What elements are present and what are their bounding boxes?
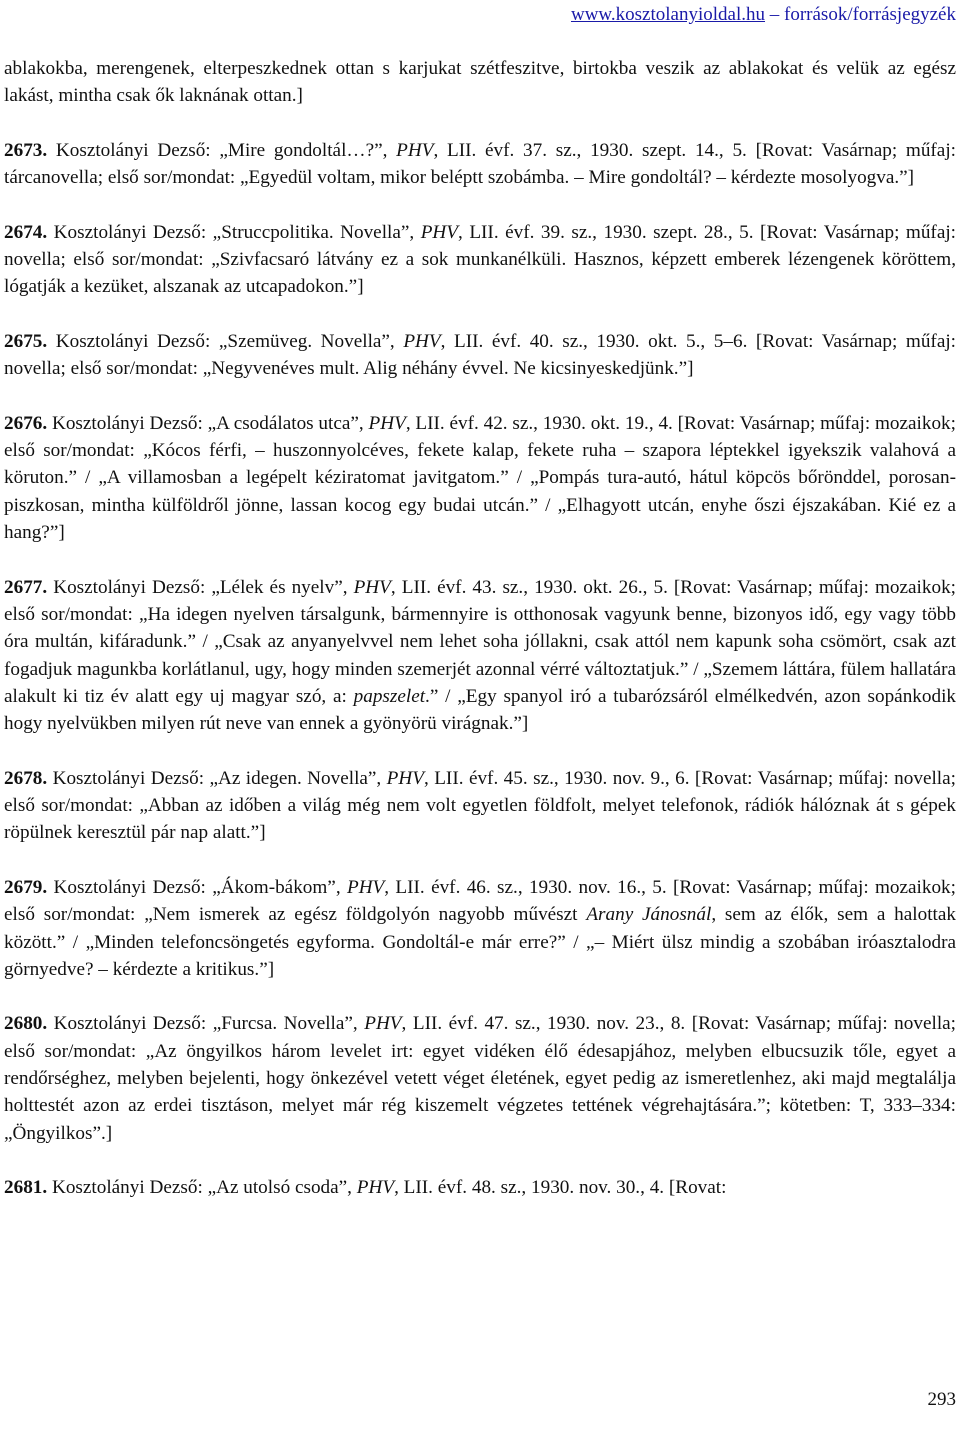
entry-number: 2676. — [4, 412, 48, 434]
entry-2679 — [4, 874, 956, 983]
journal-abbrev: PHV — [353, 576, 391, 598]
entry-text: , LII. évf. 46. sz., 1930. nov. 16., 5. [Rovat: Vasárnap; műfaj: mozaikok; első sor/mondat: „Nem ismerek az egész földgolyón nagyobb művészt — [4, 876, 956, 926]
entry-text: Kosztolányi Dezső: „A csodálatos utca”, — [47, 412, 369, 434]
entry-2677 — [4, 574, 956, 738]
section-title: források/forrásjegyzék — [784, 4, 956, 25]
entry-text: Kosztolányi Dezső: „Ákom-bákom”, — [47, 876, 347, 898]
entry-text: , LII. évf. 47. sz., 1930. nov. 23., 8. [Rovat: Vasárnap; műfaj: novella; első sor/mondat: „Az öngyilkos három levelet irt: egyet vidéken élő édesapjához, melyben elbucsuzik tőle, egyet a rendőrséghez, melyben bejelenti, hogy önkezével vetett véget életének, egyet pedig az ismeretlenhez, aki majd megtalálja holttestét azon az erdei tisztáson, melyet már rég kiszemelt végzetes tettének végrehajtására.”; kötetben: T, 333–334: „Öngyilkos”.] — [4, 1013, 956, 1144]
entry-number: 2681. — [4, 1177, 48, 1199]
entry-2678 — [4, 765, 956, 847]
entry-number: 2675. — [4, 330, 48, 352]
entry-2673 — [4, 137, 956, 192]
entry-2681 — [4, 1174, 956, 1201]
journal-abbrev: PHV — [364, 1013, 402, 1035]
journal-abbrev: PHV — [396, 139, 434, 161]
header-separator: – — [769, 4, 780, 25]
journal-abbrev: PHV — [356, 1177, 395, 1199]
italic-name: Arany Jánosnál — [586, 904, 712, 926]
entry-number: 2673. — [4, 139, 48, 161]
entry-text: , LII. évf. 43. sz., 1930. okt. 26., 5. [Rovat: Vasárnap; műfaj: mozaikok; első sor/mondat: „Ha idegen nyelven társalgunk, bármennyire is otthonosak vagyunk benne, bizonyos idő, egy vagy több óra multán, kifáradunk.” / „Csak az anyanyelvvel nem lehet soha jóllakni, csak attól nem kapunk soha csömört, csak azt fogadjuk magunkba korlátlanul, ugy, hogy minden szemerjét azonnal vérré változtatjuk.” / „Szemem láttára, fülem hallatára alakult ki tiz év alatt egy uj magyar szó, a: — [4, 576, 956, 707]
entry-text: Kosztolányi Dezső: „Szemüveg. Novella”, — [47, 330, 404, 352]
journal-abbrev: PHV — [386, 767, 424, 789]
entry-text: , LII. évf. 37. sz., 1930. szept. 14., 5. [Rovat: Vasárnap; műfaj: tárcanovella; első sor/mondat: „Egyedül voltam, mikor beléptt szobámba. – Mire gondoltál? – kérdezte mosolyogva.”] — [4, 139, 956, 189]
entry-number: 2674. — [4, 221, 48, 243]
entry-number: 2678. — [4, 767, 48, 789]
entry-text: , LII. évf. 40. sz., 1930. okt. 5., 5–6. [Rovat: Vasárnap; műfaj: novella; első sor/mondat: „Negyvenéves mult. Alig néhány évvel. Ne kicsinyeskedjünk.”] — [4, 330, 957, 380]
entry-number: 2677. — [4, 576, 48, 598]
page-header — [571, 2, 956, 28]
entry-2675 — [4, 328, 956, 383]
entry-number: 2679. — [4, 876, 48, 898]
entry-text: .” / „Egy spanyol iró a tubarózsáról elmélkedvén, azon sopánkodik hogy nyelvükben milyen rút neve van ennek a gyönyörü virágnak.”] — [4, 685, 956, 735]
entry-2674 — [4, 219, 956, 301]
entry-number: 2680. — [4, 1013, 48, 1035]
journal-abbrev: PHV — [346, 876, 385, 898]
italic-word: papszelet — [353, 685, 426, 707]
entry-text: , LII. évf. 45. sz., 1930. nov. 9., 6. [Rovat: Vasárnap; műfaj: novella; első sor/mondat: „Abban az időben a világ még nem volt egyetlen földfolt, melyet telefonok, rádiók hálóznak át s gépek röpülnek keresztül pár nap alatt.”] — [4, 767, 956, 844]
entry-text: Kosztolányi Dezső: „Mire gondoltál…?”, — [47, 139, 397, 161]
entry-text: , LII. évf. 48. sz., 1930. nov. 30., 4. [Rovat: — [394, 1177, 727, 1199]
site-link[interactable]: www.kosztolanyioldal.hu — [570, 4, 766, 25]
entry-text: , sem az élők, sem a halottak között.” / „Minden telefoncsöngetés egyforma. Gondoltál-e már erre?” / „– Miért ülsz mindig a szobában iróasztalodra görnyedve? – kérdezte a kritikus.”] — [4, 904, 956, 980]
entry-text: Kosztolányi Dezső: „Lélek és nyelv”, — [47, 576, 354, 598]
entry-text: Kosztolányi Dezső: „Az utolsó csoda”, — [47, 1177, 357, 1199]
entry-text: Kosztolányi Dezső: „Struccpolitika. Novella”, — [47, 221, 421, 243]
page-number: 293 — [927, 1389, 956, 1410]
entry-text: Kosztolányi Dezső: „Furcsa. Novella”, — [47, 1013, 365, 1035]
entry-2680 — [4, 1010, 956, 1146]
entry-text: Kosztolányi Dezső: „Az idegen. Novella”, — [47, 767, 387, 789]
journal-abbrev: PHV — [403, 330, 441, 352]
journal-abbrev: PHV — [420, 221, 459, 243]
entry-text: , LII. évf. 39. sz., 1930. szept. 28., 5. [Rovat: Vasárnap; műfaj: novella; első sor/mondat: „Szivfacsaró látvány ez a sok munkanélküli. Hasznos, képzett emberek lézengenek köröttem, lógatják a kezüket, alszanak az utcapadokon.”] — [4, 221, 956, 298]
document-body — [4, 55, 956, 1229]
entry-2676 — [4, 410, 956, 546]
journal-abbrev: PHV — [368, 412, 406, 434]
intro-paragraph: ablakokba, merengenek, elterpeszkednek ottan s karjukat szétfeszitve, birtokba veszik az ablakokat és velük az egész lakást, mintha csak ők laknának ottan.] — [4, 58, 956, 107]
entry-text: , LII. évf. 42. sz., 1930. okt. 19., 4. [Rovat: Vasárnap; műfaj: mozaikok; első sor/mondat: „Kócos férfi, – huszonnyolcéves, fekete kalap, fekete ruha – szapora léptekkel igyekszik valahová a köruton.” / „A villamosban a legépelt kéziratomat javitgatom.” / „Pompás tura-autó, hátul köpcös bőrönddel, porosan-piszkosan, mintha külföldről jönne, lassan kocog egy budai utcán.” / „Elhagyott utcán, enyhe őszi éjszakában. Kié ez a hang?”] — [4, 412, 956, 544]
